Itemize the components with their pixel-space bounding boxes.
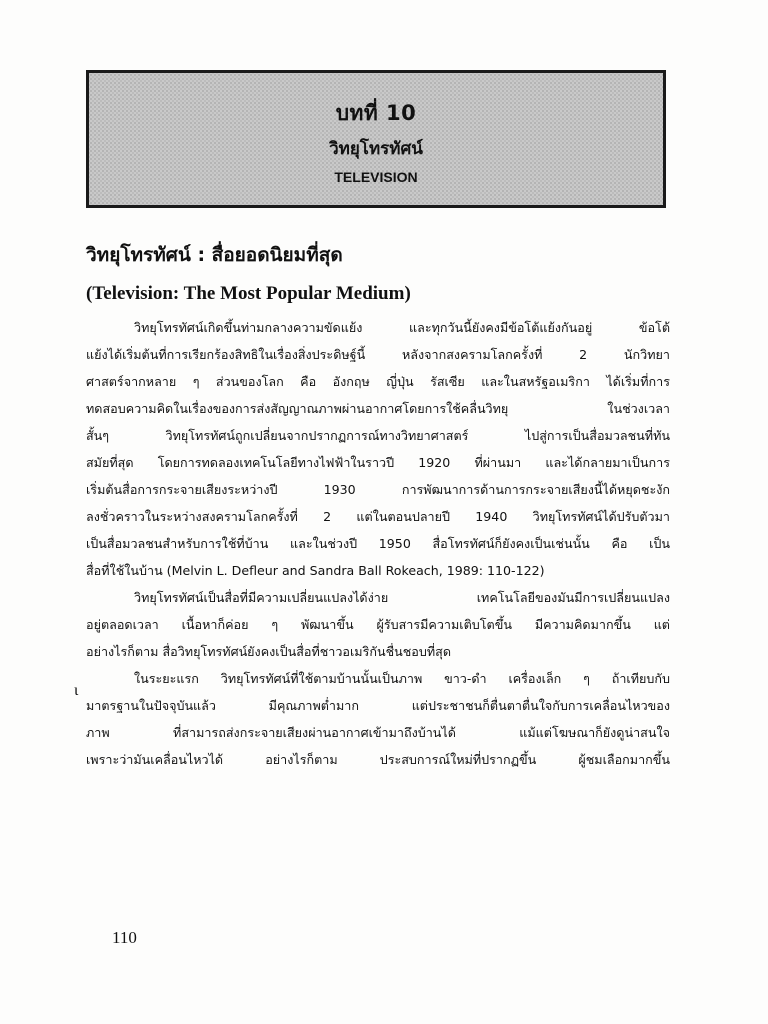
section-heading-thai: วิทยุโทรทัศน์ : สื่อยอดนิยมที่สุด (86, 244, 343, 266)
body-line: ทดสอบความคิดในเรื่องของการส่งสัญญาณภาพผ่านอากาศโดยการใช้คลื่นวิทยุ ในช่วงเวลา (86, 401, 670, 416)
body-line: อยู่ตลอดเวลา เนื้อหาก็ค่อย ๆ พัฒนาขึ้น ผู้รับสารมีความเติบโตขึ้น มีความคิดมากขึ้น แต่ (86, 617, 670, 632)
body-line: มาตรฐานในปัจจุบันแล้ว มีคุณภาพต่ำมาก แต่ประชาชนก็ตื่นตาตื่นใจกับการเคลื่อนไหวของ (86, 698, 670, 713)
body-line: วิทยุโทรทัศน์เกิดขึ้นท่ามกลางความขัดแย้ง และทุกวันนี้ยังคงมีข้อโต้แย้งกันอยู่ ข้อโต้ (134, 320, 670, 335)
body-line: เริ่มต้นสื่อการกระจายเสียงระหว่างปี 1930 การพัฒนาการด้านการกระจายเสียงนี้ได้หยุดชะงัก (86, 482, 670, 497)
chapter-number: บทที่ 10 (335, 101, 417, 125)
body-line: สั้นๆ วิทยุโทรทัศน์ถูกเปลี่ยนจากปรากฏการณ์ทางวิทยาศาสตร์ ไปสู่การเป็นสื่อมวลชนที่ทัน (86, 428, 670, 443)
chapter-title-box (86, 70, 666, 208)
chapter-title-thai: วิทยุโทรทัศน์ (329, 139, 423, 159)
body-line: ลงชั่วคราวในระหว่างสงครามโลกครั้งที่ 2 แต่ในตอนปลายปี 1940 วิทยุโทรทัศน์ได้ปรับตัวมา (86, 509, 670, 524)
body-line: เป็นสื่อมวลชนสำหรับการใช้ที่บ้าน และในช่วงปี 1950 สื่อโทรทัศน์ก็ยังคงเป็นเช่นนั้น คือ เป็น (86, 536, 670, 551)
body-line: สมัยที่สุด โดยการทดลองเทคโนโลยีทางไฟฟ้าในราวปี 1920 ที่ผ่านมา และได้กลายมาเป็นการ (86, 455, 670, 470)
body-line: ในระยะแรก วิทยุโทรทัศน์ที่ใช้ตามบ้านนั้นเป็นภาพ ขาว-ดำ เครื่องเล็ก ๆ ถ้าเทียบกับ (134, 671, 670, 686)
body-line: อย่างไรก็ตาม สื่อวิทยุโทรทัศน์ยังคงเป็นสื่อที่ชาวอเมริกันชื่นชอบที่สุด (86, 644, 452, 659)
body-line: วิทยุโทรทัศน์เป็นสื่อที่มีความเปลี่ยนแปลงได้ง่าย เทคโนโลยีของมันมีการเปลี่ยนแปลง (134, 590, 670, 605)
body-line: ภาพ ที่สามารถส่งกระจายเสียงผ่านอากาศเข้ามาถึงบ้านได้ แม้แต่โฆษณาก็ยังดูน่าสนใจ (86, 725, 670, 740)
margin-mark: ɩ (74, 682, 79, 699)
body-line: ศาสตร์จากหลาย ๆ ส่วนของโลก คือ อังกฤษ ญี่ปุ่น รัสเซีย และในสหรัฐอเมริกา ได้เริ่มที่การ (86, 374, 670, 389)
body-line: เพราะว่ามันเคลื่อนไหวได้ อย่างไรก็ตาม ประสบการณ์ใหม่ที่ปรากฏขึ้น ผู้ชมเลือกมากขึ้น (86, 752, 670, 767)
body-line: แย้งได้เริ่มต้นที่การเรียกร้องสิทธิในเรื่องสิ่งประดิษฐ์นี้ หลังจากสงครามโลกครั้งที่ 2 นักวิทยา (86, 347, 670, 362)
chapter-title-english: TELEVISION (334, 169, 418, 185)
section-heading-english: (Television: The Most Popular Medium) (86, 283, 411, 304)
body-line: สื่อที่ใช้ในบ้าน (Melvin L. Defleur and Sandra Ball Rokeach, 1989: 110-122) (86, 563, 545, 578)
body-text (86, 314, 670, 773)
page-number: 110 (112, 928, 137, 947)
